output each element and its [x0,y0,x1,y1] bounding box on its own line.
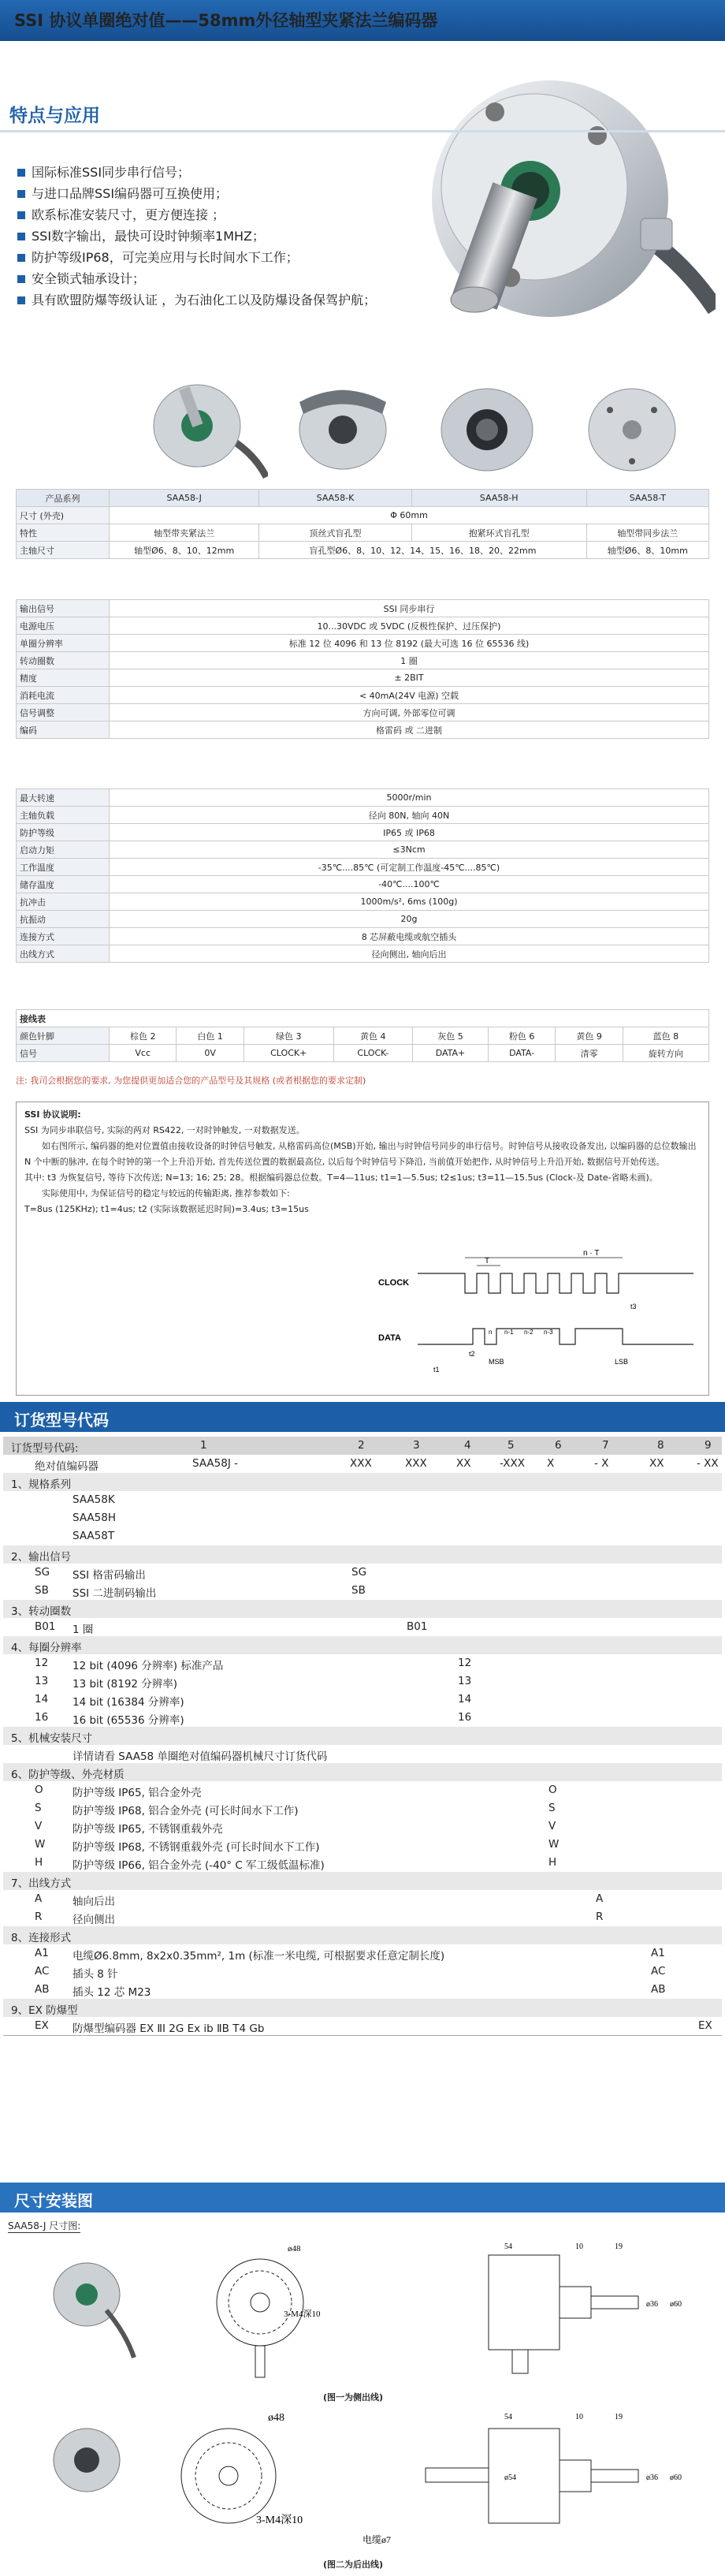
photo-saa58-k [272,371,414,481]
svg-text:19: 19 [615,2242,623,2251]
list-item: 国际标准SSI同步串行信号； [17,162,376,183]
table-row: 颜色针脚 棕色 2 白色 1 绿色 3 黄色 4 灰色 5 粉色 6 黄色 9 蓝色 8 [17,1027,709,1045]
order-summary-row: 绝对值编码器 SAA58J - XXX XXX XX -XXX X - X XX - XX [35,1457,719,1473]
divider [3,2035,722,2036]
table-row: 防护等级 IP65 或 IP68 [17,824,709,841]
svg-text:ø36: ø36 [646,2300,658,2309]
svg-text:ø36: ø36 [646,2473,658,2482]
bullet-icon [17,169,25,177]
order-header-row: 订货型号代码: 1 2 3 4 5 6 7 8 9 [3,1437,722,1455]
order-section-row: 1、规格系列 [3,1473,722,1491]
ssi-paragraph: 其中: t3 为恢复信号, 等待下次传送; N=13; 16; 25; 28。根据编码器总位数。T=4—11us; t1=1—5.5us; t2≤1us; t3=11—15.5us (Clock-及 Date-省略未画)。 [24,1172,658,1183]
ssi-paragraph: 如右图所示, 编码器的绝对位置值由接收设备的时钟信号触发, 从格雷码高位(MSB)开始, 输出与时钟信号同步的串行信号。时钟信号从接收设备发出, 以编码器的总位数输出 N 个中断的脉冲, 在每个时钟的第一个上升沿开始, 首先传送位置的数据最高位, 以后每个时钟信号下降沿, 当前值开始把作, 从时钟信号上升沿开始, 数据信号开始传送。 [24,1141,697,1167]
ssi-heading: SSI 协议说明: [24,1109,81,1120]
table-row: 抗振动 20g [17,911,709,928]
svg-text:54: 54 [504,2242,512,2251]
order-item-row: V 防护等级 IP65, 不锈钢重载外壳 V [35,1820,556,1836]
table-row: 单圈分辨率 标准 12 位 4096 和 13 位 8192 (最大可选 16 位 65536 线) [17,635,709,652]
intro-heading: 特点与应用 [9,106,100,126]
svg-text:T: T [485,1257,490,1266]
list-item: 防护等级IP68，可完美应用与长时间水下工作； [17,247,376,268]
photo-saa58-h [416,371,558,481]
order-item-row: AB 插头 12 芯 M23 AB [35,1983,666,1999]
order-item-row: A 轴向后出 A [35,1892,604,1908]
table-row: 接线表 [17,1010,709,1027]
order-item-row: O 防护等级 IP65, 铝合金外壳 O [35,1784,557,1799]
table-row: 尺寸 (外壳) Φ 60mm [17,507,709,524]
svg-text:3-M4深10: 3-M4深10 [284,2309,321,2319]
table-row: 连接方式 8 芯屏蔽电缆或航空插头 [17,928,709,945]
svg-text:10: 10 [575,2242,583,2251]
dimension-drawing-side-exit [32,2239,709,2397]
table-row: 信号 Vcc 0V CLOCK+ CLOCK- DATA+ DATA- 清零 旋转方向 [17,1045,709,1062]
order-section-row: 6、防护等级、外壳材质 [3,1763,722,1781]
bullet-icon [17,296,25,304]
clock-label: CLOCK [378,1278,410,1288]
table-row: 工作温度 -35℃....85℃ (可定制工作温度-45℃....85℃) [17,859,709,876]
dims-section-heading: 尺寸安装图 [0,2183,725,2213]
wiring-table [16,1009,709,1062]
svg-text:ø60: ø60 [670,2300,682,2309]
table-row: 启动力矩 ≤3Ncm [17,841,709,859]
table-row: 主轴尺寸 轴型Ø6、8、10、12mm 盲孔型Ø6、8、10、12、14、15、16、18、20、22mm 轴型Ø6、8、10mm [17,542,709,559]
order-item-row: SG SSI 格雷码输出 SG [35,1566,367,1582]
spec-table-mechanical [16,788,709,963]
order-item-row: S 防护等级 IP68, 铝合金外壳 (可长时间水下工作) S [35,1802,556,1817]
list-item: 安全锁式轴承设计； [17,268,376,289]
order-item-row: 16 16 bit (65536 分辨率) 16 [35,1711,472,1727]
dims-subtitle: SAA58-J 尺寸图: [8,2220,81,2231]
svg-text:n: n [489,1329,493,1336]
order-section-row: 7、出线方式 [3,1872,722,1890]
order-item-row: 14 14 bit (16384 分辨率) 14 [35,1693,472,1709]
order-item-row: SB SSI 二进制码输出 SB [35,1584,366,1600]
caption-rear-exit: (图二为后出线) [323,2559,384,2570]
svg-text:n-3: n-3 [544,1329,553,1336]
order-item-row: SAA58T [72,1530,115,1542]
table-row: 信号调整 方向可调, 外部零位可调 [17,704,709,721]
svg-text:t2: t2 [469,1350,475,1358]
svg-text:n-1: n-1 [504,1329,514,1336]
order-item-row: H 防护等级 IP66, 铝合金外壳 (-40° C 军工级低温标准) H [35,1856,557,1872]
ssi-paragraph: T=8us (125KHz); t1=4us; t2 (实际该数据延迟时间)=3.4us; t3=15us [24,1204,309,1214]
order-item-row: W 防护等级 IP68, 不锈钢重载外壳 (可长时间水下工作) W [35,1838,560,1854]
order-item-row: B01 1 圈 B01 [35,1620,428,1636]
table-row: 转动圈数 1 圈 [17,652,709,669]
spec-table-models [16,489,709,559]
table-row: 特性 轴型带夹紧法兰 顶丝式盲孔型 抱紧环式盲孔型 轴型带同步法兰 [17,524,709,542]
bullet-icon [17,254,25,262]
data-label: DATA [378,1333,401,1343]
order-item-row: 详情请看 SAA58 单圈绝对值编码器机械尺寸订货代码 [72,1750,328,1763]
encoder-hero-image [377,49,716,364]
order-section-row: 3、转动圈数 [3,1600,722,1618]
page-title: SSI 协议单圈绝对值——58mm外径轴型夹紧法兰编码器 [0,0,725,41]
table-row: 最大转速 5000r/min [17,789,709,807]
table-row: 储存温度 -40℃....100℃ [17,876,709,893]
order-section-row: 8、连接形式 [3,1926,722,1944]
bullet-icon [17,275,25,283]
order-item-row: SAA58H [72,1512,116,1524]
photo-saa58-t [561,371,703,481]
svg-text:n · T: n · T [583,1249,600,1258]
spec-table-electrical [16,599,709,739]
divider [0,130,725,132]
table-row: 抗冲击 1000m/s², 6ms (100g) [17,893,709,911]
ssi-timing-diagram [370,1246,701,1388]
ssi-paragraph: 实际使用中, 为保证信号的稳定与较远的传输距离, 推荐参数如下: [42,1188,290,1199]
bullet-icon [17,211,25,219]
order-item-row: AC 插头 8 针 AC [35,1965,666,1981]
table-row: 电源电压 10...30VDC 或 5VDC (反极性保护、过压保护) [17,617,709,635]
svg-text:ø54: ø54 [504,2473,516,2482]
photo-saa58-j [126,371,268,481]
table-row: 产品系列 SAA58-J SAA58-K SAA58-H SAA58-T [17,490,709,507]
order-item-row: SAA58K [72,1493,115,1506]
svg-text:MSB: MSB [489,1358,504,1366]
order-section-row: 5、机械安装尺寸 [3,1727,722,1745]
svg-text:t3: t3 [630,1303,637,1310]
svg-text:3-M4深10: 3-M4深10 [256,2514,303,2526]
svg-text:10: 10 [575,2413,583,2421]
feature-list [17,162,376,311]
table-row: 精度 ± 2BIT [17,669,709,687]
bullet-icon [17,233,25,240]
list-item: 欧系标准安装尺寸，更方便连接 ； [17,204,376,226]
caption-side-exit: (图一为侧出线) [323,2392,384,2403]
order-section-row: 9、EX 防爆型 [3,1999,722,2017]
list-item: 与进口品牌SSI编码器可互换使用； [17,183,376,204]
order-item-row: EX 防爆型编码器 EX ⅡI 2G Ex ib ⅡB T4 Gb EX [35,2019,712,2035]
order-section-row: 2、输出信号 [3,1545,722,1564]
order-section-heading: 订货型号代码 [0,1402,725,1432]
table-row: 主轴负载 径向 80N, 轴向 40N [17,807,709,824]
order-item-row: R 径向侧出 R [35,1911,604,1926]
table-row: 编码 格雷码 或 二进制 [17,721,709,739]
list-item: SSI数字输出，最快可设时钟频率1MHZ； [17,226,376,247]
svg-text:电缆ø7: 电缆ø7 [362,2534,392,2545]
svg-text:ø60: ø60 [670,2473,682,2482]
ssi-paragraph: SSI 为同步串联信号, 实际的两对 RS422, 一对时钟触发, 一对数据发送。 [24,1125,305,1135]
svg-text:n-2: n-2 [524,1329,534,1336]
svg-text:LSB: LSB [615,1358,629,1366]
table-row: 出线方式 径向侧出, 轴向后出 [17,945,709,963]
order-item-row: 12 12 bit (4096 分辨率) 标准产品 12 [35,1657,472,1672]
list-item: 具有欧盟防爆等级认证 ，为石油化工以及防爆设备保驾护航； [17,289,376,311]
spec-note: 注: 我司会根据您的要求, 为您提供更加适合您的产品型号及其规格 (或者根据您的要求定制) [16,1076,366,1086]
table-row: 输出信号 SSI 同步串行 [17,600,709,617]
order-section-row: 4、每圈分辨率 [3,1636,722,1654]
table-row: 消耗电流 < 40mA(24V 电源) 空载 [17,687,709,704]
svg-text:t1: t1 [433,1366,440,1374]
dimension-drawing-rear-exit [32,2405,709,2555]
svg-text:ø48: ø48 [288,2244,301,2254]
svg-text:19: 19 [615,2413,623,2421]
order-item-row: 13 13 bit (8192 分辨率) 13 [35,1675,472,1691]
svg-text:54: 54 [504,2413,512,2421]
order-item-row: A1 电缆Ø6.8mm, 8x2x0.35mm², 1m (标准一米电缆, 可根据要求任意定制长度) A1 [35,1947,665,1963]
svg-text:ø48: ø48 [268,2412,284,2424]
bullet-icon [17,190,25,198]
